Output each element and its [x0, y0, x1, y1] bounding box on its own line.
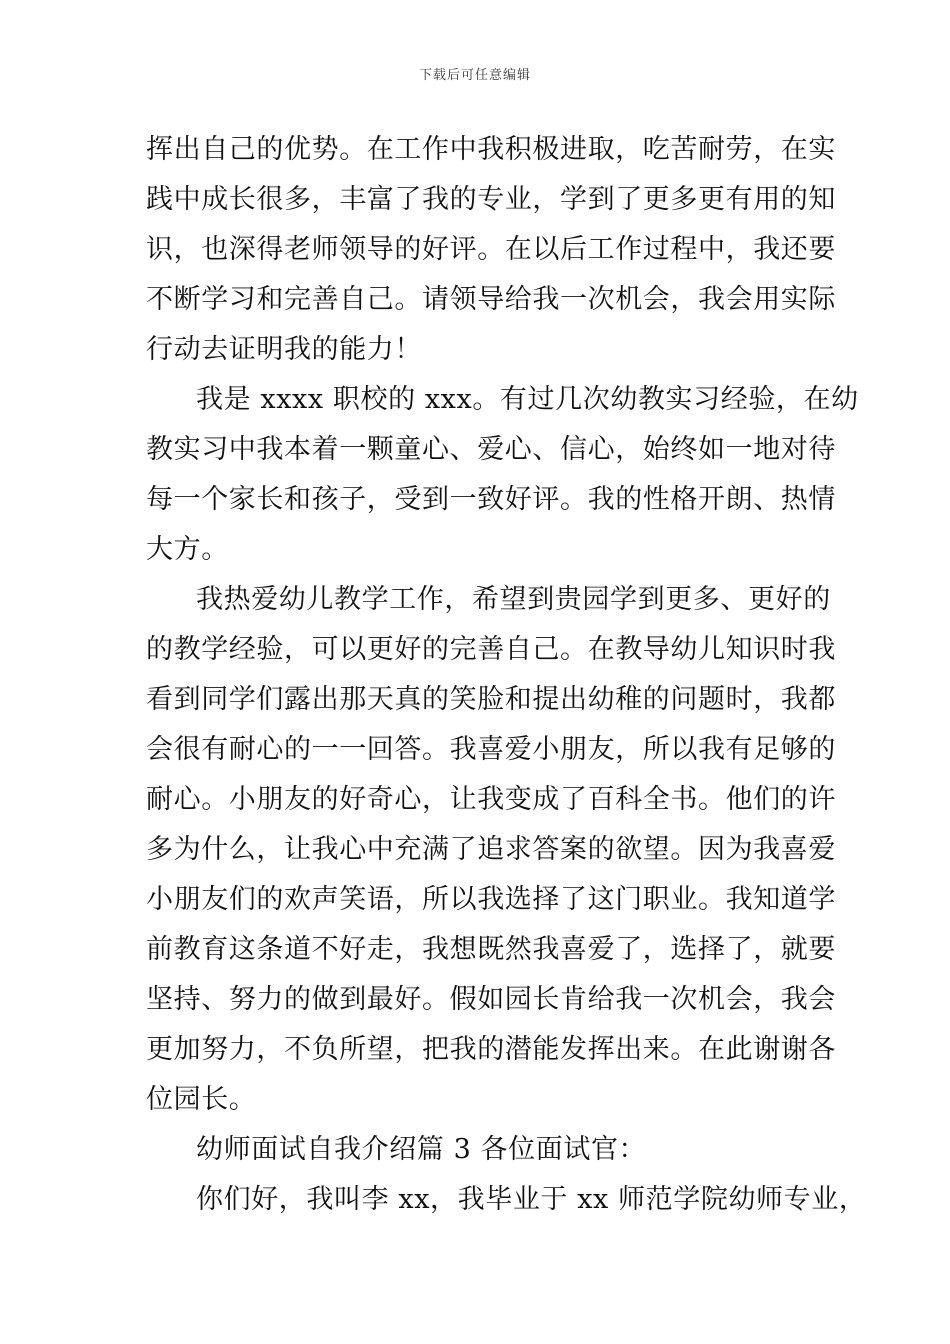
text-line: 挥出自己的优势。在工作中我积极进取，吃苦耐劳，在实 [146, 134, 836, 165]
text-line: 你们好，我叫李 xx，我毕业于 xx 师范学院幼师专业， [196, 1184, 867, 1215]
page-header: 下载后可任意编辑 [418, 68, 531, 83]
text-line: 大方。 [146, 534, 229, 565]
text-line: 教实习中我本着一颗童心、爱心、信心，始终如一地对待 [146, 434, 836, 465]
text-line: 位园长。 [146, 1084, 257, 1115]
text-line: 看到同学们露出那天真的笑脸和提出幼稚的问题时，我都 [146, 684, 836, 715]
text-line: 践中成长很多，丰富了我的专业，学到了更多更有用的知 [146, 184, 836, 215]
text-line: 会很有耐心的一一回答。我喜爱小朋友，所以我有足够的 [146, 734, 836, 765]
text-line: 每一个家长和孩子，受到一致好评。我的性格开朗、热情 [146, 484, 836, 515]
text-line: 更加努力，不负所望，把我的潜能发挥出来。在此谢谢各 [146, 1034, 836, 1065]
text-line: 我热爱幼儿教学工作，希望到贵园学到更多、更好的 [196, 584, 831, 615]
section-heading: 幼师面试自我介绍篇 3 各位面试官： [196, 1134, 647, 1165]
text-line: 行动去证明我的能力！ [146, 334, 422, 365]
text-line: 小朋友们的欢声笑语，所以我选择了这门职业。我知道学 [146, 884, 836, 915]
text-line: 我是 xxxx 职校的 xxx。有过几次幼教实习经验，在幼 [196, 384, 859, 415]
text-line: 的教学经验，可以更好的完善自己。在教导幼儿知识时我 [146, 634, 836, 665]
text-line: 多为什么，让我心中充满了追求答案的欲望。因为我喜爱 [146, 834, 836, 865]
text-line: 识，也深得老师领导的好评。在以后工作过程中，我还要 [146, 234, 836, 265]
text-line: 坚持、努力的做到最好。假如园长肯给我一次机会，我会 [146, 984, 836, 1015]
text-line: 耐心。小朋友的好奇心，让我变成了百科全书。他们的许 [146, 784, 836, 815]
text-line: 不断学习和完善自己。请领导给我一次机会，我会用实际 [146, 284, 836, 315]
text-line: 前教育这条道不好走，我想既然我喜爱了，选择了，就要 [146, 934, 836, 965]
